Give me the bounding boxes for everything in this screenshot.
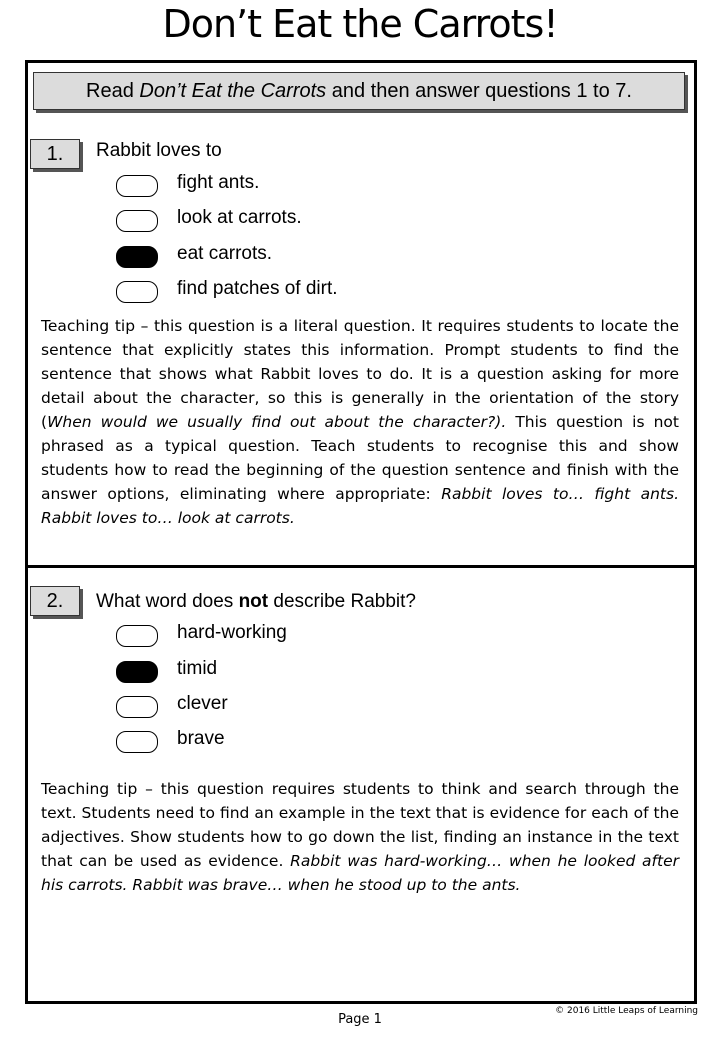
teaching-tip-1 xyxy=(41,314,679,530)
question-text-suffix: describe Rabbit? xyxy=(268,591,416,612)
instruction-book-title: Don’t Eat the Carrots xyxy=(139,80,327,102)
page-title: Don’t Eat the Carrots! xyxy=(162,2,558,46)
option-label: timid xyxy=(177,658,218,679)
option-label: eat carrots. xyxy=(177,243,273,264)
question-text-emphasis: not xyxy=(238,591,269,612)
tip-italic: When would we usually find out about the character?). xyxy=(47,413,507,431)
page-number: Page 1 xyxy=(338,1012,382,1027)
answer-bubble[interactable] xyxy=(116,175,158,197)
copyright-notice: © 2016 Little Leaps of Learning xyxy=(555,1006,698,1016)
option-label: find patches of dirt. xyxy=(177,278,338,299)
answer-bubble[interactable] xyxy=(116,281,158,303)
option-label: brave xyxy=(177,728,225,749)
question-number-1: 1. xyxy=(30,139,80,169)
answer-bubble-selected[interactable] xyxy=(116,246,158,268)
question-number-2: 2. xyxy=(30,586,80,616)
tip-text: Teaching tip – this question is a literal question. It requires students to locate the sentence that explicitly states this information. Prompt students to find the sentence that shows what Rabbit loves to do. It is a question asking for more detail about the character, so this is generally in the orientation of the story ( xyxy=(41,317,679,431)
question-2-text xyxy=(96,591,416,613)
answer-bubble[interactable] xyxy=(116,210,158,232)
option-label: clever xyxy=(177,693,228,714)
option-label: fight ants. xyxy=(177,172,260,193)
instruction-prefix: Read xyxy=(86,80,140,102)
answer-bubble[interactable] xyxy=(116,696,158,718)
tip-italic: Rabbit was hard-working… when he looked after his carrots. Rabbit was brave… when he stood up to the ants. xyxy=(41,852,679,894)
tip-text: Teaching tip – this question requires students to think and search through the text. Students need to find an example in the text that is evidence for each of the adjectives. Show students how to go down the list, finding an instance in the text that can be used as evidence. xyxy=(41,780,679,870)
section-divider xyxy=(25,565,697,568)
instruction-banner xyxy=(33,72,685,110)
option-label: hard-working xyxy=(177,622,287,643)
tip-text: This question is not phrased as a typical question. Teach students to recognise this and show students how to read the beginning of the question sentence and finish with the answer options, eliminating where appropriate: xyxy=(41,413,679,503)
instruction-suffix: and then answer questions 1 to 7. xyxy=(326,80,632,102)
answer-bubble[interactable] xyxy=(116,625,158,647)
answer-bubble-selected[interactable] xyxy=(116,661,158,683)
tip-italic: Rabbit loves to… fight ants. Rabbit loves to… look at carrots. xyxy=(41,485,679,527)
answer-bubble[interactable] xyxy=(116,731,158,753)
question-1-text: Rabbit loves to xyxy=(96,140,222,161)
option-label: look at carrots. xyxy=(177,207,302,228)
teaching-tip-2 xyxy=(41,777,679,897)
question-text-prefix: What word does xyxy=(96,591,239,612)
